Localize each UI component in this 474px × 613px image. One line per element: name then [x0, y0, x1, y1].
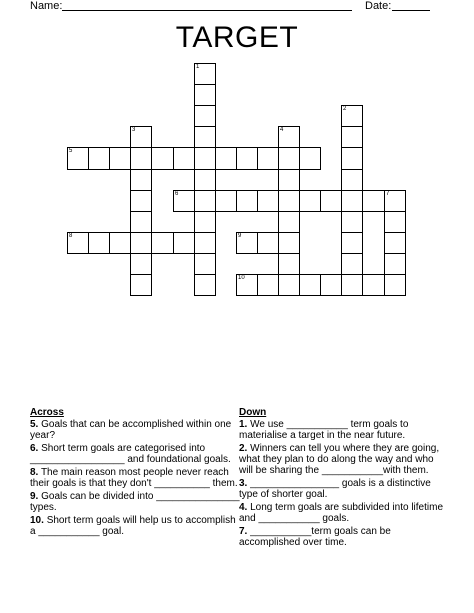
grid-cell[interactable]	[194, 126, 216, 148]
grid-cell[interactable]	[130, 232, 152, 254]
clue-number: 4	[280, 127, 284, 133]
grid-cell[interactable]	[341, 253, 363, 275]
clue-number: 8	[69, 233, 73, 239]
grid-cell[interactable]	[88, 232, 110, 254]
grid-cell[interactable]	[341, 274, 363, 296]
grid-cell[interactable]	[341, 232, 363, 254]
grid-cell[interactable]	[130, 211, 152, 233]
grid-cell[interactable]	[278, 190, 300, 212]
grid-cell[interactable]	[130, 274, 152, 296]
grid-cell[interactable]	[194, 190, 216, 212]
grid-cell[interactable]	[384, 190, 406, 212]
grid-cell[interactable]	[109, 232, 131, 254]
across-clue: 8. The main reason most people never reach their goals is that they don't __________ them.	[30, 467, 238, 489]
grid-cell[interactable]	[257, 232, 279, 254]
grid-cell[interactable]	[341, 211, 363, 233]
down-clue: 7. ___________term goals can be accomplished over time.	[239, 526, 391, 548]
clue-number: 2	[343, 106, 347, 112]
grid-cell[interactable]	[362, 190, 385, 212]
across-clues	[30, 419, 240, 539]
grid-cell[interactable]	[236, 274, 258, 296]
down-clue: 3. ________________ goals is a distinctive type of shorter goal.	[239, 478, 431, 500]
grid-cell[interactable]	[194, 147, 216, 170]
clue-number: 9	[238, 233, 242, 239]
down-clue: 1. We use ___________ term goals to materialise a target in the near future.	[239, 419, 409, 441]
clue-number: 1	[196, 64, 200, 70]
grid-cell[interactable]	[151, 147, 174, 170]
grid-cell[interactable]	[384, 274, 406, 296]
grid-cell[interactable]	[278, 253, 300, 275]
clue-number: 6	[175, 191, 179, 197]
clue-number: 7	[386, 191, 390, 197]
grid-cell[interactable]	[320, 190, 342, 212]
grid-cell[interactable]	[173, 147, 195, 170]
grid-cell[interactable]	[257, 190, 279, 212]
grid-cell[interactable]	[215, 190, 237, 212]
grid-cell[interactable]	[130, 147, 152, 170]
grid-cell[interactable]	[257, 274, 279, 296]
grid-cell[interactable]	[194, 105, 216, 127]
grid-cell[interactable]	[173, 190, 195, 212]
grid-cell[interactable]	[194, 63, 216, 85]
across-clue: 5. Goals that can be accomplished within one year?	[30, 419, 232, 441]
grid-cell[interactable]	[257, 147, 279, 170]
grid-cell[interactable]	[278, 169, 300, 191]
grid-cell[interactable]	[194, 169, 216, 191]
grid-cell[interactable]	[341, 105, 363, 127]
grid-cell[interactable]	[151, 232, 174, 254]
grid-cell[interactable]	[320, 274, 342, 296]
page-title: TARGET	[175, 21, 299, 54]
date-label: Date:	[365, 0, 392, 12]
grid-cell[interactable]	[341, 147, 363, 170]
grid-cell[interactable]	[130, 253, 152, 275]
across-clue: 6. Short term goals are categorised into _________________ and foundational goals.	[30, 443, 231, 465]
grid-cell[interactable]	[384, 253, 406, 275]
grid-cell[interactable]	[278, 126, 300, 148]
grid-cell[interactable]	[109, 147, 131, 170]
grid-cell[interactable]	[194, 274, 216, 296]
across-clue: 9. Goals can be divided into _______________ types.	[30, 491, 240, 513]
grid-cell[interactable]	[341, 126, 363, 148]
name-label: Name:	[30, 0, 63, 12]
grid-cell[interactable]	[194, 84, 216, 106]
grid-cell[interactable]	[341, 169, 363, 191]
grid-cell[interactable]	[130, 169, 152, 191]
across-clue: 10. Short term goals will help us to accomplish a ___________ goal.	[30, 515, 236, 537]
grid-cell[interactable]	[67, 147, 89, 170]
grid-cell[interactable]	[67, 232, 89, 254]
grid-cell[interactable]	[299, 147, 321, 170]
across-heading: Across	[30, 407, 64, 418]
grid-cell[interactable]	[236, 147, 258, 170]
grid-cell[interactable]	[278, 147, 300, 170]
grid-cell[interactable]	[173, 232, 195, 254]
down-heading: Down	[239, 407, 267, 418]
grid-cell[interactable]	[215, 147, 237, 170]
grid-cell[interactable]	[278, 232, 300, 254]
grid-cell[interactable]	[278, 274, 300, 296]
clue-number: 5	[69, 148, 73, 154]
grid-cell[interactable]	[194, 253, 216, 275]
down-clue: 2. Winners can tell you where they are going, what they plan to do along the way and who will be sharing the ___________with them.	[239, 443, 440, 476]
grid-cell[interactable]	[88, 147, 110, 170]
grid-cell[interactable]	[384, 211, 406, 233]
grid-cell[interactable]	[194, 232, 216, 254]
grid-cell[interactable]	[236, 190, 258, 212]
down-clue: 4. Long term goals are subdivided into lifetime and ___________ goals.	[239, 502, 444, 524]
grid-cell[interactable]	[236, 232, 258, 254]
grid-cell[interactable]	[130, 190, 152, 212]
grid-cell[interactable]	[341, 190, 363, 212]
grid-cell[interactable]	[278, 211, 300, 233]
grid-cell[interactable]	[130, 126, 152, 148]
grid-cell[interactable]	[299, 190, 321, 212]
clue-number: 10	[238, 275, 245, 281]
clue-number: 3	[132, 127, 136, 133]
down-clues	[239, 419, 449, 550]
grid-cell[interactable]	[194, 211, 216, 233]
grid-cell[interactable]	[384, 232, 406, 254]
grid-cell[interactable]	[362, 274, 385, 296]
grid-cell[interactable]	[299, 274, 321, 296]
